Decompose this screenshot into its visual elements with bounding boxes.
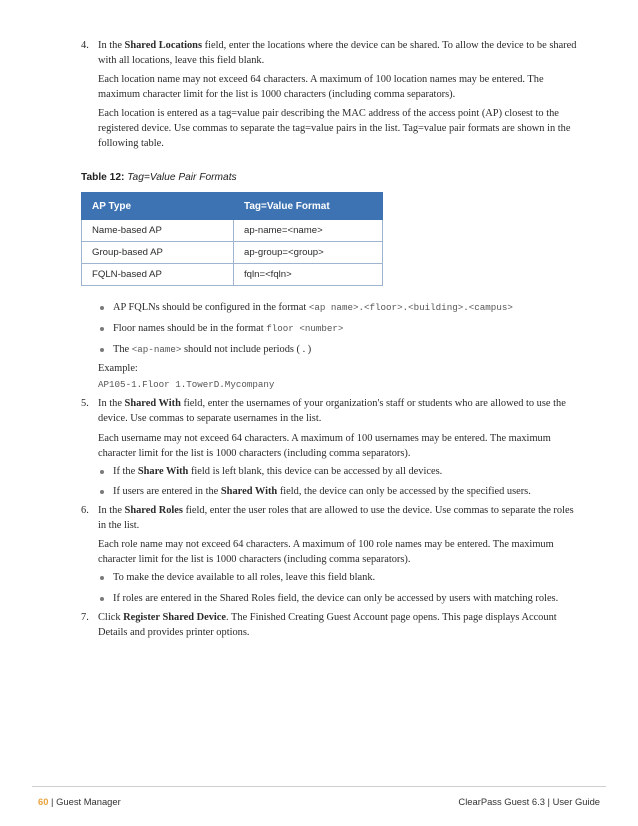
step-7-intro-line-2: Details and provides printer options.: [98, 627, 250, 638]
cell-ap-type: Group-based AP: [82, 242, 234, 264]
example-label: Example:: [98, 363, 138, 374]
fqln-bullet-3: The <ap-name> should not include periods ( . ): [113, 344, 312, 355]
header-tag-value-format: Tag=Value Format: [234, 193, 383, 220]
step-6-para-line-2: character limit for the list is 1000 characters (including comma separators).: [98, 554, 411, 565]
bullet-icon: [100, 490, 104, 494]
bullet-icon: [100, 470, 104, 474]
table-row: [82, 220, 383, 242]
step-6-bullet-2: If roles are entered in the Shared Roles field, the device can only be accessed by users with matching roles.: [113, 593, 559, 604]
cell-format: fqln=<fqln>: [234, 264, 383, 286]
fqln-format-code: <ap name>.<floor>.<building>.<campus>: [308, 302, 513, 313]
step-5-number: 5.: [81, 398, 89, 409]
step-5-intro-line-2: device. Use commas to separate usernames in the list.: [98, 413, 322, 424]
step-4-para1-line-2: maximum character limit for the list is 1000 characters (including comma separators).: [98, 89, 456, 100]
table-row: [82, 242, 383, 264]
fqln-bullet-1: AP FQLNs should be configured in the format <ap name>.<floor>.<building>.<campus>: [113, 302, 513, 313]
tag-value-table: [81, 192, 383, 286]
ap-name-code: <ap-name>: [131, 344, 182, 355]
step-4-para1-line-1: Each location name may not exceed 64 characters. A maximum of 100 location names may be entered. The: [98, 74, 544, 85]
floor-format-code: floor <number>: [266, 323, 344, 334]
footer-left: 60 | Guest Manager: [38, 796, 121, 807]
step-5-para-line-1: Each username may not exceed 64 characters. A maximum of 100 usernames may be entered. The maximum: [98, 433, 551, 444]
cell-ap-type: Name-based AP: [82, 220, 234, 242]
bullet-icon: [100, 348, 104, 352]
step-6-bullet-1: To make the device available to all roles, leave this field blank.: [113, 572, 376, 583]
header-ap-type: AP Type: [82, 193, 234, 220]
step-4-intro-line-1: In the Shared Locations field, enter the locations where the device can be shared. To allow the device to be shared: [98, 40, 577, 51]
step-4-number: 4.: [81, 40, 89, 51]
footer-section: Guest Manager: [56, 796, 121, 807]
step-4-intro-line-2: with all locations, leave this field blank.: [98, 55, 265, 66]
shared-locations-field-name: Shared Locations: [124, 40, 203, 51]
step-7-number: 7.: [81, 612, 89, 623]
step-6-number: 6.: [81, 505, 89, 516]
footer-guide: User Guide: [552, 796, 600, 807]
fqln-bullet-2: Floor names should be in the format floor <number>: [113, 323, 344, 334]
table-caption-title: Tag=Value Pair Formats: [127, 172, 237, 183]
bullet-icon: [100, 327, 104, 331]
step-4-para2-line-3: following table.: [98, 138, 164, 149]
footer-product: ClearPass Guest 6.3: [458, 796, 545, 807]
table-caption-label: Table 12:: [81, 172, 125, 183]
bullet-icon: [100, 306, 104, 310]
footer-right: ClearPass Guest 6.3 | User Guide: [458, 796, 600, 807]
shared-with-field-name: Shared With: [124, 398, 181, 409]
bullet-icon: [100, 597, 104, 601]
table-header-row: [82, 193, 383, 220]
step-4-para2-line-2: registered device. Use commas to separate the tag=value pairs in the list. Tag=value pair formats are shown in the: [98, 123, 571, 134]
step-5-bullet-2: If users are entered in the Shared With field, the device can only be accessed by the specified users.: [113, 486, 531, 497]
step-5-para-line-2: character limit for the list is 1000 characters (including comma separators).: [98, 448, 411, 459]
step-5-bullet-1: If the Share With field is left blank, this device can be accessed by all devices.: [113, 466, 443, 477]
step-6-para-line-1: Each role name may not exceed 64 characters. A maximum of 100 role names may be entered. The maximum: [98, 539, 554, 550]
cell-format: ap-name=<name>: [234, 220, 383, 242]
page-number: 60: [38, 796, 49, 807]
bullet-icon: [100, 576, 104, 580]
register-shared-device-label: Register Shared Device: [123, 612, 227, 623]
footer-divider: [32, 786, 606, 787]
example-code: AP105-1.Floor 1.TowerD.Mycompany: [98, 379, 275, 390]
step-6-intro-line-1: In the Shared Roles field, enter the user roles that are allowed to use the device. Use commas to separate the roles: [98, 505, 574, 516]
table-caption: [81, 172, 237, 183]
cell-format: ap-group=<group>: [234, 242, 383, 264]
step-5-intro-line-1: In the Shared With field, enter the usernames of your organization's staff or students who are allowed to use the: [98, 398, 566, 409]
table-row: [82, 264, 383, 286]
shared-roles-field-name: Shared Roles: [124, 505, 183, 516]
step-6-intro-line-2: in the list.: [98, 520, 140, 531]
step-7-intro-line-1: Click Register Shared Device. The Finished Creating Guest Account page opens. This page displays Account: [98, 612, 557, 623]
cell-ap-type: FQLN-based AP: [82, 264, 234, 286]
step-4-para2-line-1: Each location is entered as a tag=value pair describing the MAC address of the access point (AP) closest to the: [98, 108, 559, 119]
